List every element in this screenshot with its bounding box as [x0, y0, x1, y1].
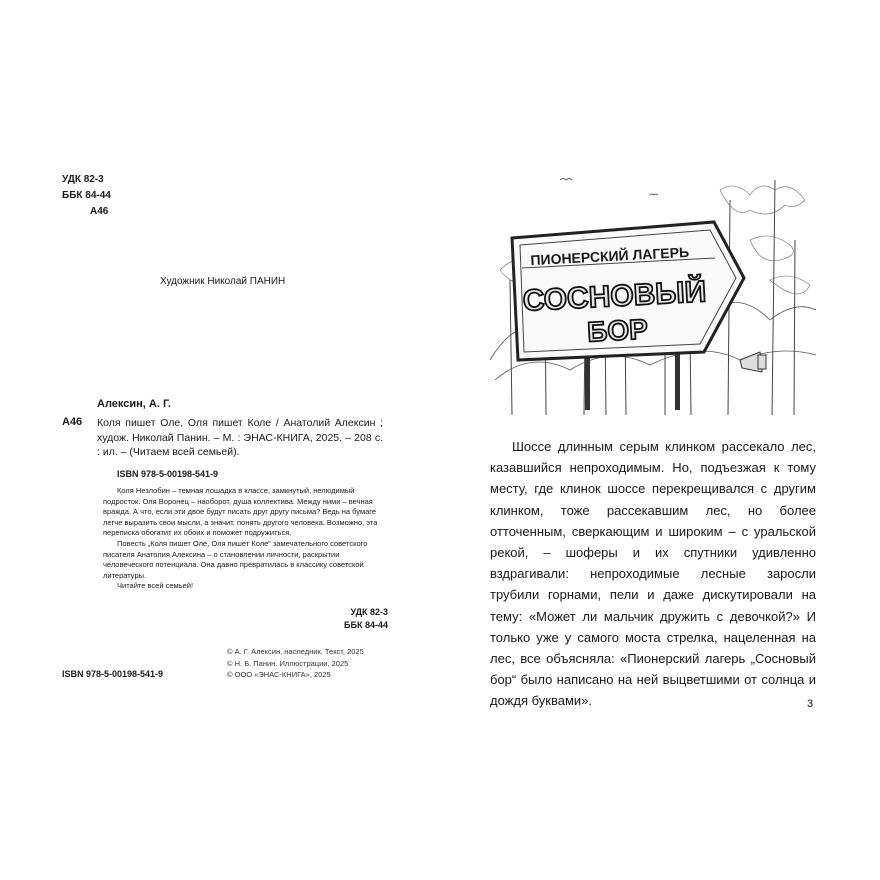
bbk-code: ББК 84-44	[344, 620, 388, 630]
author-mark: А46	[62, 416, 83, 428]
isbn-record: ISBN 978-5-00198-541-9	[117, 469, 219, 479]
forest-sign-illustration	[490, 160, 816, 422]
udk-code: УДК 82-3	[62, 174, 104, 185]
sign-line-1: ПИОНЕРСКИЙ ЛАГЕРЬ	[530, 243, 690, 269]
annotation-paragraph: Коля Незлобин – темная лошадка в классе, замкнутый, нелюдимый подросток. Оля Воронец – наоборот, душа коллектива. Между ними – вечная вражда. А что, если эти двое будут писать друг другу письма? Ведь на бумаге легче выразить свои мысли, а значит, понять другого человека. Возможно, эта переписка обогатит их обоих и поможет подружиться.	[103, 486, 378, 538]
bbk-code: ББК 84-44	[62, 190, 111, 201]
story-paragraph	[490, 436, 816, 712]
udk-bottom-block	[344, 606, 388, 632]
copyright-line: © ООО «ЭНАС-КНИГА», 2025	[227, 670, 331, 679]
annotation	[103, 486, 390, 592]
author-heading: Алексин, А. Г.	[97, 398, 171, 410]
annotation-paragraph: Читайте всей семьей!	[117, 581, 194, 591]
author-sign-code: А46	[90, 206, 109, 217]
copyright-line: © А. Г. Алексин, наследник. Текст, 2025	[227, 647, 364, 656]
sign-line-3: БОР	[586, 313, 649, 348]
story-text: Шоссе длинным серым клинком рассекало лес, казавшийся непроходимым. Но, подъезжая к тому месту, где клинок шоссе перекрещивался с другим клинком, тоже рассекавшим лес, но более отточенным, сверкающим и широким – с уральской рекой, – шоферы и их спутники удивленно вздрагивали: непроходимые лесные заросли трубили горнами, пели и даже дискутировали на тему: «Может ли мальчик дружить с девочкой?» И только уже у самого моста стрелка, нацеленная на лес, все объясняла: «Пионерский лагерь „Сосновый бор“ было написано на ней выцветшими от солнца и дождя буквами».	[490, 439, 816, 709]
copyright-line: © Н. Б. Панин. Иллюстрации, 2025	[227, 658, 349, 668]
udk-bbk-block	[62, 172, 111, 220]
udk-code: УДК 82-3	[350, 607, 388, 617]
page-number: 3	[807, 698, 814, 710]
sign-line-2: СОСНОВЫЙ	[522, 275, 707, 318]
artist-credit: Художник Николай ПАНИН	[160, 276, 286, 287]
isbn-bottom: ISBN 978-5-00198-541-9	[62, 669, 164, 679]
bibliographic-record: Коля пишет Оле, Оля пишет Коле / Анатолий Алексин ; худож. Николай Панин. – М. : ЭНАС-КНИГА, 2025. – 208 с. : ил. – (Читаем всей семьей).	[97, 417, 383, 458]
copyright-block	[227, 646, 364, 681]
annotation-paragraph: Повесть „Коля пишет Оле, Оля пишет Коле“ замечательного советского писателя Анатолия Алексина – о становлении личности, раскрытии человеческого потенциала. Она давно превратилась в классику советской литературы.	[103, 538, 368, 580]
